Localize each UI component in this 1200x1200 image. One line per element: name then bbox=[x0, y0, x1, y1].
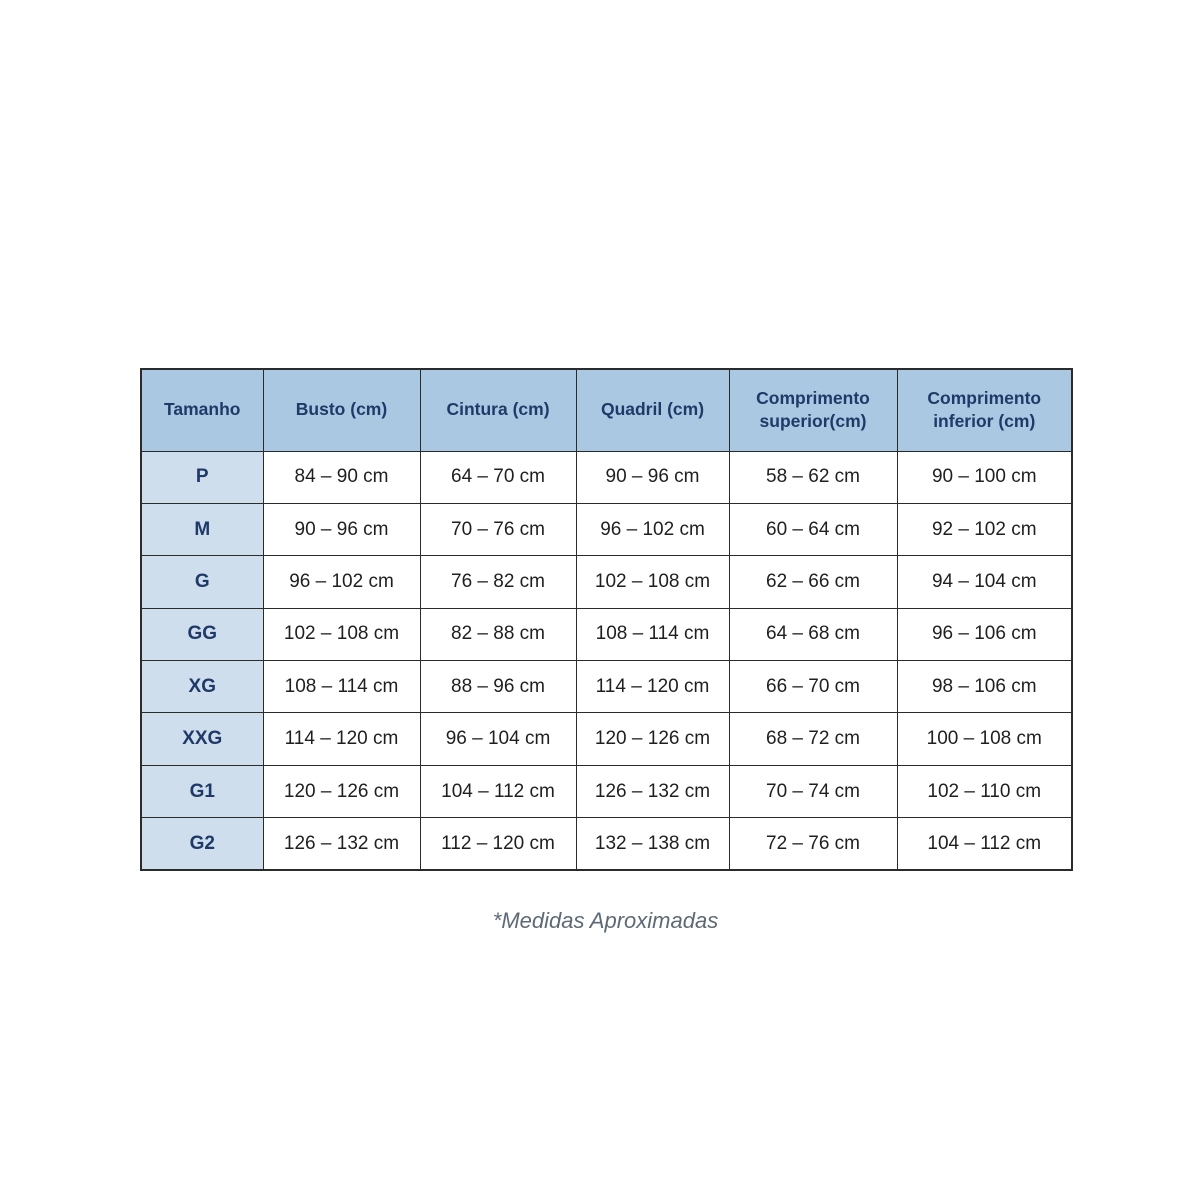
cintura-value: 76 – 82 cm bbox=[420, 556, 576, 608]
quadril-value: 126 – 132 cm bbox=[576, 765, 729, 817]
column-header-comprimento-inferior: Comprimento inferior (cm) bbox=[897, 369, 1072, 451]
size-label: XXG bbox=[141, 713, 263, 765]
table-row-p bbox=[141, 451, 1072, 503]
busto-value: 102 – 108 cm bbox=[263, 608, 420, 660]
busto-value: 96 – 102 cm bbox=[263, 556, 420, 608]
size-chart-table bbox=[140, 368, 1073, 871]
table-row-g bbox=[141, 556, 1072, 608]
comprimento-superior-value: 58 – 62 cm bbox=[729, 451, 897, 503]
busto-value: 114 – 120 cm bbox=[263, 713, 420, 765]
cintura-value: 112 – 120 cm bbox=[420, 818, 576, 870]
quadril-value: 114 – 120 cm bbox=[576, 661, 729, 713]
cintura-value: 64 – 70 cm bbox=[420, 451, 576, 503]
cintura-value: 104 – 112 cm bbox=[420, 765, 576, 817]
size-label: GG bbox=[141, 608, 263, 660]
size-label: P bbox=[141, 451, 263, 503]
size-label: M bbox=[141, 503, 263, 555]
comprimento-superior-value: 62 – 66 cm bbox=[729, 556, 897, 608]
comprimento-superior-value: 66 – 70 cm bbox=[729, 661, 897, 713]
quadril-value: 90 – 96 cm bbox=[576, 451, 729, 503]
table-row-g2 bbox=[141, 818, 1072, 870]
size-label: G2 bbox=[141, 818, 263, 870]
comprimento-inferior-value: 90 – 100 cm bbox=[897, 451, 1072, 503]
comprimento-superior-value: 60 – 64 cm bbox=[729, 503, 897, 555]
quadril-value: 120 – 126 cm bbox=[576, 713, 729, 765]
table-row-xg bbox=[141, 661, 1072, 713]
busto-value: 84 – 90 cm bbox=[263, 451, 420, 503]
cintura-value: 88 – 96 cm bbox=[420, 661, 576, 713]
cintura-value: 70 – 76 cm bbox=[420, 503, 576, 555]
busto-value: 108 – 114 cm bbox=[263, 661, 420, 713]
size-label: XG bbox=[141, 661, 263, 713]
cintura-value: 96 – 104 cm bbox=[420, 713, 576, 765]
quadril-value: 132 – 138 cm bbox=[576, 818, 729, 870]
quadril-value: 96 – 102 cm bbox=[576, 503, 729, 555]
size-label: G1 bbox=[141, 765, 263, 817]
busto-value: 90 – 96 cm bbox=[263, 503, 420, 555]
size-label: G bbox=[141, 556, 263, 608]
column-header-quadril: Quadril (cm) bbox=[576, 369, 729, 451]
comprimento-superior-value: 68 – 72 cm bbox=[729, 713, 897, 765]
comprimento-superior-value: 70 – 74 cm bbox=[729, 765, 897, 817]
cintura-value: 82 – 88 cm bbox=[420, 608, 576, 660]
comprimento-inferior-value: 102 – 110 cm bbox=[897, 765, 1072, 817]
column-header-comprimento-superior: Comprimento superior(cm) bbox=[729, 369, 897, 451]
comprimento-inferior-value: 92 – 102 cm bbox=[897, 503, 1072, 555]
footnote-medidas-aproximadas: *Medidas Aproximadas bbox=[492, 908, 719, 933]
column-header-tamanho: Tamanho bbox=[141, 369, 263, 451]
quadril-value: 102 – 108 cm bbox=[576, 556, 729, 608]
table-row-m bbox=[141, 503, 1072, 555]
busto-value: 120 – 126 cm bbox=[263, 765, 420, 817]
table-row-g1 bbox=[141, 765, 1072, 817]
comprimento-inferior-value: 100 – 108 cm bbox=[897, 713, 1072, 765]
comprimento-inferior-value: 104 – 112 cm bbox=[897, 818, 1072, 870]
comprimento-inferior-value: 98 – 106 cm bbox=[897, 661, 1072, 713]
comprimento-superior-value: 72 – 76 cm bbox=[729, 818, 897, 870]
quadril-value: 108 – 114 cm bbox=[576, 608, 729, 660]
column-header-busto: Busto (cm) bbox=[263, 369, 420, 451]
header-row bbox=[141, 369, 1072, 451]
table-row-xxg bbox=[141, 713, 1072, 765]
table-row-gg bbox=[141, 608, 1072, 660]
comprimento-superior-value: 64 – 68 cm bbox=[729, 608, 897, 660]
column-header-cintura: Cintura (cm) bbox=[420, 369, 576, 451]
comprimento-inferior-value: 94 – 104 cm bbox=[897, 556, 1072, 608]
busto-value: 126 – 132 cm bbox=[263, 818, 420, 870]
comprimento-inferior-value: 96 – 106 cm bbox=[897, 608, 1072, 660]
